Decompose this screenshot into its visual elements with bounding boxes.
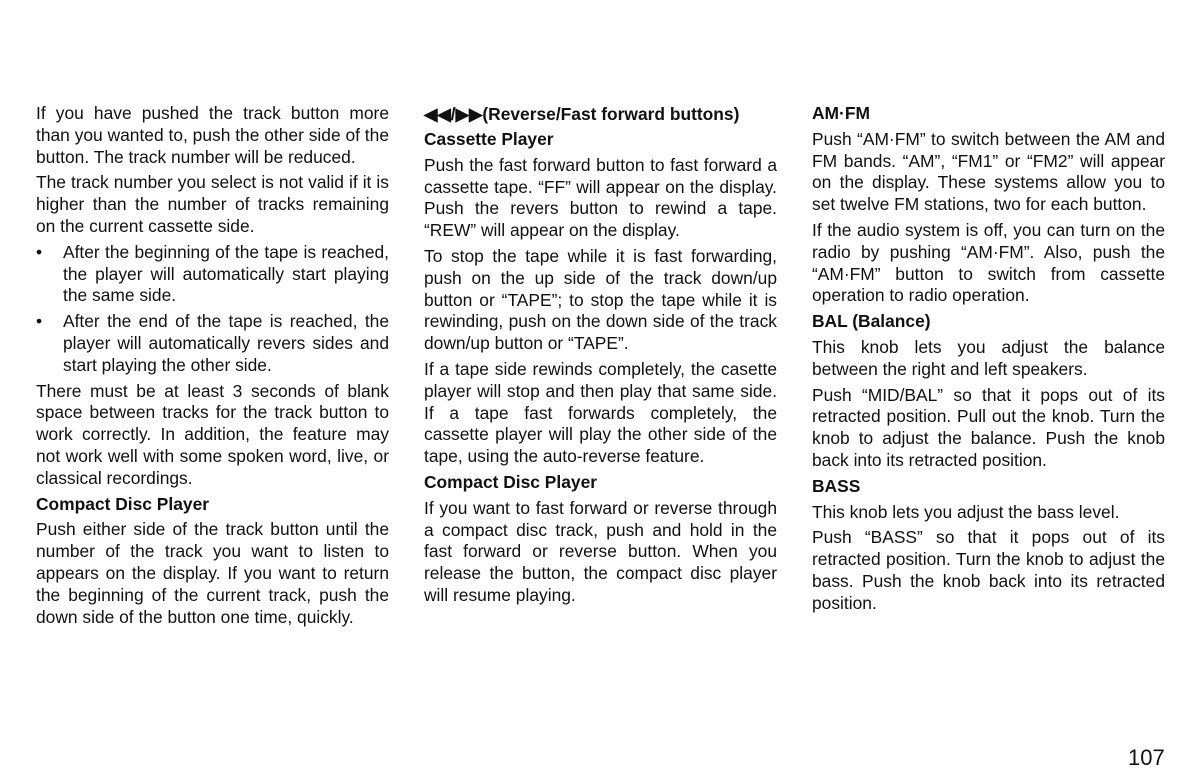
heading-compact-disc-player: Compact Disc Player <box>36 493 210 514</box>
paragraph-rewind-complete: If a tape side rewinds completely, the casette player will stop and then play that same side. If a tape fast forwards completely, the cassette player will play the other side of the tape, using the auto-reverse feature. <box>424 358 777 467</box>
paragraph-fast-forward: Push the fast forward button to fast forward a cassette tape. “FF” will appear on the display. Push the revers button to rewind a tape. “REW” will appear on the display. <box>424 154 777 241</box>
heading-text: (Reverse/Fast forward buttons) <box>482 104 740 124</box>
list-item-text: After the end of the tape is reached, the player will automatically revers sides and start playing the other side. <box>63 311 389 375</box>
heading-reverse-fast-forward <box>424 103 777 125</box>
paragraph-am-fm-switch: Push “AM·FM” to switch between the AM and FM bands. “AM”, “FM1” or “FM2” will appear on the display. These systems allow you to set twelve FM stations, two for each button. <box>812 128 1165 215</box>
column-3 <box>812 103 1165 619</box>
heading-balance: BAL (Balance) <box>812 311 931 332</box>
column-1 <box>36 103 389 632</box>
paragraph-radio-on: If the audio system is off, you can turn on the radio by pushing “AM·FM”. Also, push the “AM·FM” button to switch from cassette operation to radio operation. <box>812 219 1165 306</box>
paragraph-bass-push: Push “BASS” so that it pops out of its retracted position. Turn the knob to adjust the bass. Push the knob back into its retracted position. <box>812 527 1165 613</box>
list-item <box>36 242 389 307</box>
column-2 <box>424 103 777 611</box>
heading-bass: BASS <box>812 475 861 496</box>
paragraph-blank-space: There must be at least 3 seconds of blank space between tracks for the track button to work correctly. In addition, the feature may not work well with some spoken word, live, or classical recordings. <box>36 380 389 488</box>
list-item <box>36 311 389 376</box>
heading-am-fm: AM·FM <box>812 103 870 123</box>
paragraph-track-reduce: If you have pushed the track button more than you wanted to, push the other side of the button. The track number will be reduced. <box>36 103 389 167</box>
list-item-text: After the beginning of the tape is reached, the player will automatically start playing the same side. <box>63 241 389 306</box>
paragraph-cd-track: Push either side of the track button until the number of the track you want to listen to appears on the display. If you want to return the beginning of the current track, push the down side of the button one time, quickly. <box>36 519 389 627</box>
paragraph-balance-push: Push “MID/BAL” so that it pops out of its retracted position. Pull out the knob. Turn the knob to adjust the balance. Push the knob back into its retracted position. <box>812 384 1165 470</box>
paragraph-track-invalid: The track number you select is not valid if it is higher than the number of tracks remaining on the current cassette side. <box>36 172 389 236</box>
paragraph-stop-tape: To stop the tape while it is fast forwarding, push on the up side of the track down/up button or “TAPE”; to stop the tape while it is rewinding, push on the down side of the track down/up button or “TAPE”. <box>424 245 777 354</box>
page-number: 107 <box>1128 745 1165 770</box>
bullet-icon: • <box>36 311 43 332</box>
bullet-icon: • <box>36 241 43 262</box>
rewind-fast-forward-icon: ◀◀/▶▶ <box>424 104 483 124</box>
heading-cassette-player: Cassette Player <box>424 129 554 149</box>
heading-compact-disc-player: Compact Disc Player <box>424 471 598 492</box>
paragraph-cd-fast-forward: If you want to fast forward or reverse through a compact disc track, push and hold in the fast forward or reverse button. When you release the button, the compact disc player will resume playing. <box>424 497 777 605</box>
paragraph-balance-knob: This knob lets you adjust the balance between the right and left speakers. <box>812 336 1165 379</box>
bullet-list <box>36 242 389 377</box>
paragraph-bass-knob: This knob lets you adjust the bass level. <box>812 501 1120 522</box>
